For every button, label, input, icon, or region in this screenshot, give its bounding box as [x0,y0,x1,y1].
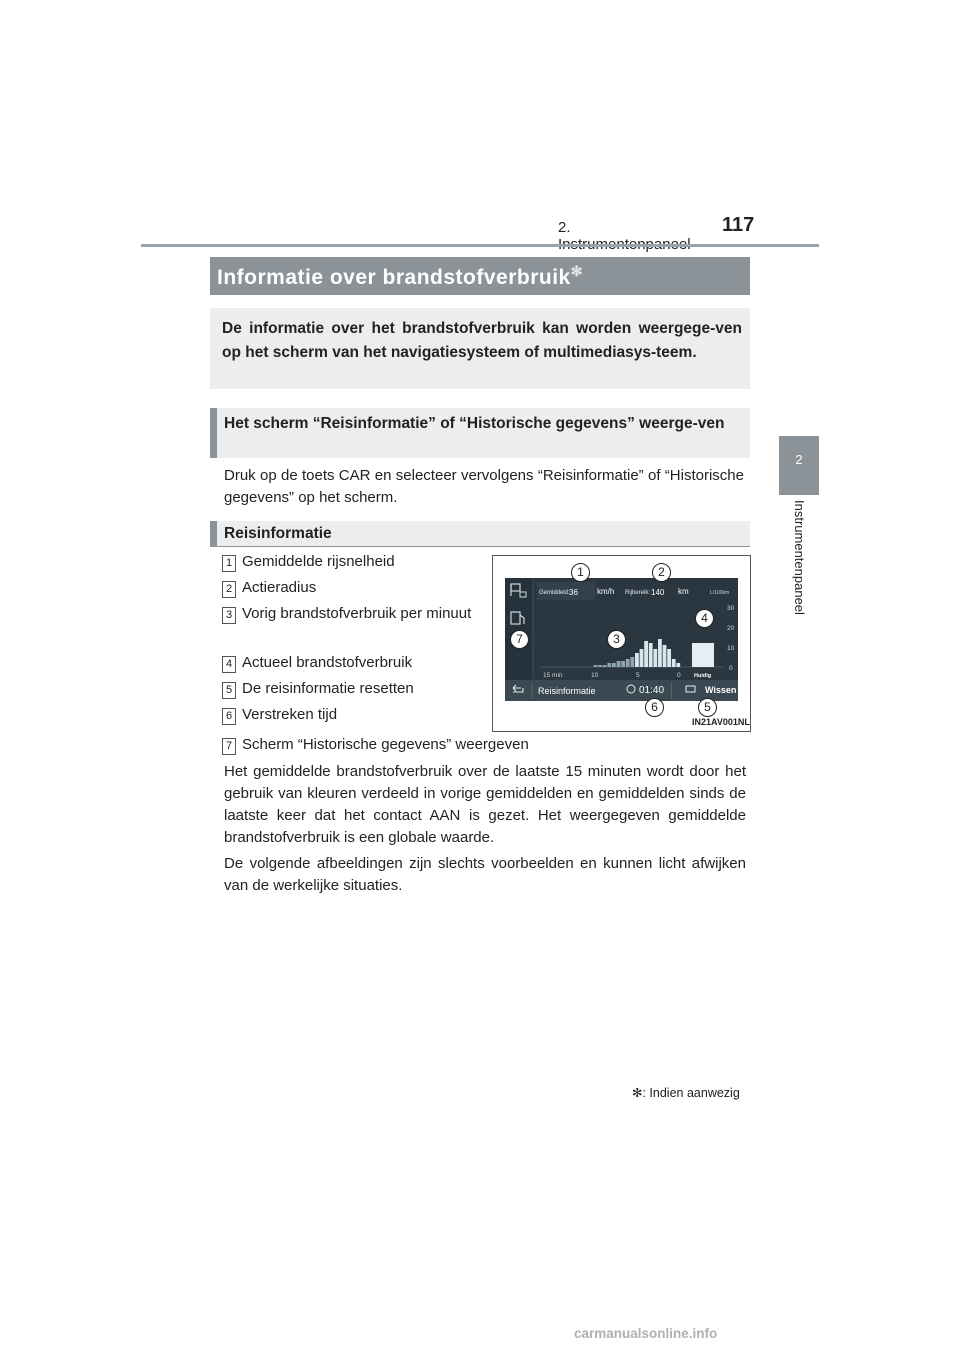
consumption-bar [612,663,616,667]
footnote-text: : Indien aanwezig [642,1086,740,1100]
intro-text: De informatie over het brandstofverbruik kan worden weergege-ven op het scherm van het navigatiesysteem of multimediasys-teem. [222,320,742,361]
range-label: Rijbereik: [625,590,651,596]
list-item: Vorig brandstofverbruik per minuut [242,605,472,622]
list-number: 3 [222,607,236,624]
consumption-bar [658,639,662,667]
callout-1: 1 [571,563,590,582]
x-tick-label: 10 [591,672,599,679]
consumption-bar [598,665,602,667]
y-tick-label: 20 [727,625,735,632]
figure-code: IN21AV001NL [692,717,750,727]
y-tick-label: 0 [729,665,733,672]
watermark: carmanualsonline.info [574,1326,718,1341]
list-number: 6 [222,708,236,725]
screen-title: Reisinformatie [538,686,596,696]
range-value: 140 [651,588,665,597]
x-tick-label: 15 min [543,672,563,679]
reset-button-label[interactable]: Wissen [705,685,737,695]
consumption-bar [630,657,634,667]
list-item: Actieradius [242,579,317,596]
body-paragraph: Het gemiddelde brandstofverbruik over de laatste 15 minuten wordt door het gebruik van kleuren verdeeld in vorige gemiddelden en gemiddelden sinds de laatste keer dat het contact AAN is gezet. Het weergegeven gemiddelde brandstofverbruik is een globale waarde. [224,763,746,846]
list-number: 5 [222,682,236,699]
x-tick-label: 5 [636,672,640,679]
y-tick-label: 30 [727,605,735,612]
callout-6: 6 [645,698,664,717]
body-paragraph: De volgende afbeeldingen zijn slechts voorbeelden en kunnen licht afwijken van de werkelijke situaties. [224,855,746,894]
page-title [217,263,583,290]
consumption-bar [640,649,644,667]
consumption-bar [676,663,680,667]
page-number: 117 [722,214,755,236]
consumption-bar [607,663,611,667]
callout-3: 3 [607,630,626,649]
x-tick-label: 0 [677,672,681,679]
section-paragraph: Druk op de toets CAR en selecteer vervolgens “Reisinformatie” of “Historische gegevens” op het scherm. [224,467,744,506]
elapsed-time: 01:40 [639,685,665,696]
chapter-tab-label: Instrumentenpaneel [792,500,807,615]
page-title-text: Informatie over brandstofverbruik [217,266,571,289]
y-tick-label: 10 [727,645,735,652]
footnote [632,1085,740,1100]
bottom-divider [671,682,672,699]
current-consumption-bar [692,643,714,667]
consumption-bar [617,661,621,667]
callout-4: 4 [695,609,714,628]
consumption-bar [649,643,653,667]
avg-speed-unit: km/h [597,587,615,596]
list-item: Gemiddelde rijsnelheid [242,553,395,570]
list-item: De reisinformatie resetten [242,680,414,697]
callout-7: 7 [510,630,529,649]
callout-2: 2 [652,563,671,582]
list-number: 4 [222,656,236,673]
screen-sidebar [505,578,533,679]
list-number: 2 [222,581,236,598]
list-number: 7 [222,738,236,755]
avg-speed-label: Gemiddeld: [539,590,570,596]
subsection-underline [210,546,750,547]
consumption-bar [621,661,625,667]
range-unit: km [678,587,689,596]
optional-marker-icon: ✻ [632,1086,643,1100]
consumption-bar [635,653,639,667]
list-item: Actueel brandstofverbruik [242,654,413,671]
header-rule [141,244,819,247]
chapter-tab-label-wrap [791,500,807,640]
consumption-bar [644,641,648,667]
consumption-bar [653,649,657,667]
consumption-bar [663,645,667,667]
consumption-bar [667,649,671,667]
avg-speed-value: 36 [569,588,578,597]
section-heading: Het scherm “Reisinformatie” of “Historische gegevens” weerge-ven [224,415,725,432]
fuel-unit-label: L/100km [710,590,730,596]
consumption-bar [626,659,630,667]
list-number: 1 [222,555,236,572]
list-item: Scherm “Historische gegevens” weergeven [242,736,529,753]
chapter-tab-number: 2 [795,452,803,467]
subsection-header-accent [210,521,217,546]
optional-marker-icon: ✻ [570,263,583,279]
consumption-bar [594,665,598,667]
chapter-title: 2. [558,219,571,236]
list-item: Verstreken tijd [242,706,338,723]
callout-5: 5 [698,698,717,717]
consumption-bar [603,665,607,667]
current-label: Huidig [694,673,712,679]
section-header-accent [210,408,217,458]
subsection-heading: Reisinformatie [224,525,332,542]
consumption-bar [672,659,676,667]
